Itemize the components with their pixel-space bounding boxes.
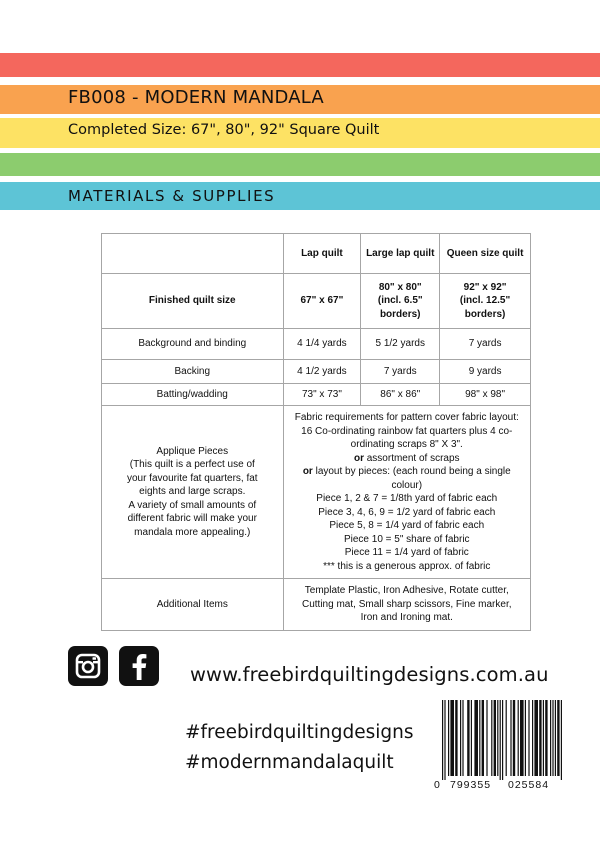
background-large: 5 1/2 yards xyxy=(361,329,440,360)
barcode-bar xyxy=(471,700,472,776)
backing-lap: 4 1/2 yards xyxy=(283,360,361,384)
hashtag-mandala: #modernmandalaquilt xyxy=(185,752,394,773)
completed-size: Completed Size: 67", 80", 92" Square Quilt xyxy=(68,122,380,138)
barcode-bar xyxy=(467,700,469,776)
additional-items: Template Plastic, Iron Adhesive, Rotate cutter, Cutting mat, Small sharp scissors, Fine marker, Iron and Ironing mat. xyxy=(283,579,530,631)
barcode-bar xyxy=(550,700,551,776)
barcode-bar xyxy=(455,700,457,776)
finished-queen: 92" x 92" (incl. 12.5" borders) xyxy=(440,274,531,329)
finished-lap: 67" x 67" xyxy=(283,274,361,329)
barcode-digits-left: 799355 xyxy=(450,779,492,791)
barcode-bar xyxy=(539,700,541,776)
batting-lap: 73" x 73" xyxy=(283,384,361,406)
barcode-bar xyxy=(555,700,556,776)
additional-label: Additional Items xyxy=(102,579,284,631)
barcode-digit-prefix: 0 xyxy=(434,779,440,791)
barcode-bar xyxy=(545,700,547,776)
barcode-bar xyxy=(513,700,515,776)
barcode-digits-right: 025584 xyxy=(508,779,550,791)
section-heading: MATERIALS & SUPPLIES xyxy=(68,187,276,205)
barcode-bar xyxy=(450,700,454,776)
table-row xyxy=(102,274,531,329)
pattern-title: FB008 - MODERN MANDALA xyxy=(68,87,324,108)
materials-table xyxy=(101,233,531,631)
header-lap: Lap quilt xyxy=(283,234,361,274)
barcode-bar xyxy=(486,700,487,776)
barcode-bar xyxy=(561,700,562,780)
barcode-bar xyxy=(460,700,461,776)
batting-queen: 98" x 98" xyxy=(440,384,531,406)
table-row xyxy=(102,579,531,631)
barcode-bar xyxy=(462,700,463,776)
barcode-bar xyxy=(557,700,559,776)
table-row xyxy=(102,384,531,406)
barcode-bar xyxy=(543,700,544,776)
facebook-button[interactable] xyxy=(119,646,159,686)
barcode xyxy=(432,700,572,792)
barcode-bar xyxy=(491,700,492,776)
background-lap: 4 1/4 yards xyxy=(283,329,361,360)
barcode-bar xyxy=(520,700,524,776)
table-row xyxy=(102,360,531,384)
table-row xyxy=(102,406,531,579)
barcode-bar xyxy=(448,700,449,776)
table-row xyxy=(102,329,531,360)
barcode-bar xyxy=(442,700,443,780)
batting-label: Batting/wadding xyxy=(102,384,284,406)
stripe-green xyxy=(0,153,600,176)
header-large: Large lap quilt xyxy=(361,234,440,274)
instagram-icon xyxy=(75,653,101,679)
website-link[interactable]: www.freebirdquiltingdesigns.com.au xyxy=(190,663,549,686)
backing-queen: 9 yards xyxy=(440,360,531,384)
background-label: Background and binding xyxy=(102,329,284,360)
barcode-bar xyxy=(497,700,498,776)
barcode-bar xyxy=(482,700,484,776)
barcode-bar xyxy=(479,700,480,776)
header-empty xyxy=(102,234,284,274)
barcode-bar xyxy=(525,700,526,776)
finished-large: 80" x 80" (incl. 6.5" borders) xyxy=(361,274,440,329)
applique-description: Fabric requirements for pattern cover fabric layout: 16 Co-ordinating rainbow fat quarters plus 4 co- ordinating scraps 8" X 3". or assortment of scraps or layout by pieces: (each round being a single colour) Piece 1, 2 & 7 = 1/8th yard of fabric each Piece 3, 4, 6, 9 = 1/2 yard of fabric each Piece 5, 8 = 1/4 yard of fabric each Piece 10 = 5" share of fabric Piece 11 = 1/4 yard of fabric *** this is a generous approx. of fabric xyxy=(283,406,530,579)
batting-large: 86" x 86" xyxy=(361,384,440,406)
barcode-bar xyxy=(474,700,478,776)
barcode-bar xyxy=(494,700,496,776)
backing-label: Backing xyxy=(102,360,284,384)
hashtag-designs: #freebirdquiltingdesigns xyxy=(185,722,414,743)
barcode-bar xyxy=(552,700,553,776)
finished-size-label: Finished quilt size xyxy=(102,274,284,329)
facebook-icon xyxy=(128,652,150,680)
header-queen: Queen size quilt xyxy=(440,234,531,274)
stripe-red xyxy=(0,53,600,77)
barcode-bar xyxy=(510,700,511,776)
table-header-row xyxy=(102,234,531,274)
barcode-bar xyxy=(518,700,519,776)
instagram-button[interactable] xyxy=(68,646,108,686)
barcode-bar xyxy=(528,700,529,776)
barcode-bar xyxy=(506,700,507,776)
barcode-bar xyxy=(532,700,533,776)
barcode-bars xyxy=(432,700,572,780)
background-queen: 7 yards xyxy=(440,329,531,360)
barcode-bar xyxy=(502,700,503,780)
barcode-bar xyxy=(500,700,501,780)
applique-label: Applique Pieces (This quilt is a perfect use of your favourite fat quarters, fat eights and large scraps. A variety of small amounts of different fabric will make your mandala more appealing.) xyxy=(102,406,284,579)
barcode-bar xyxy=(444,700,445,780)
backing-large: 7 yards xyxy=(361,360,440,384)
barcode-bar xyxy=(534,700,538,776)
